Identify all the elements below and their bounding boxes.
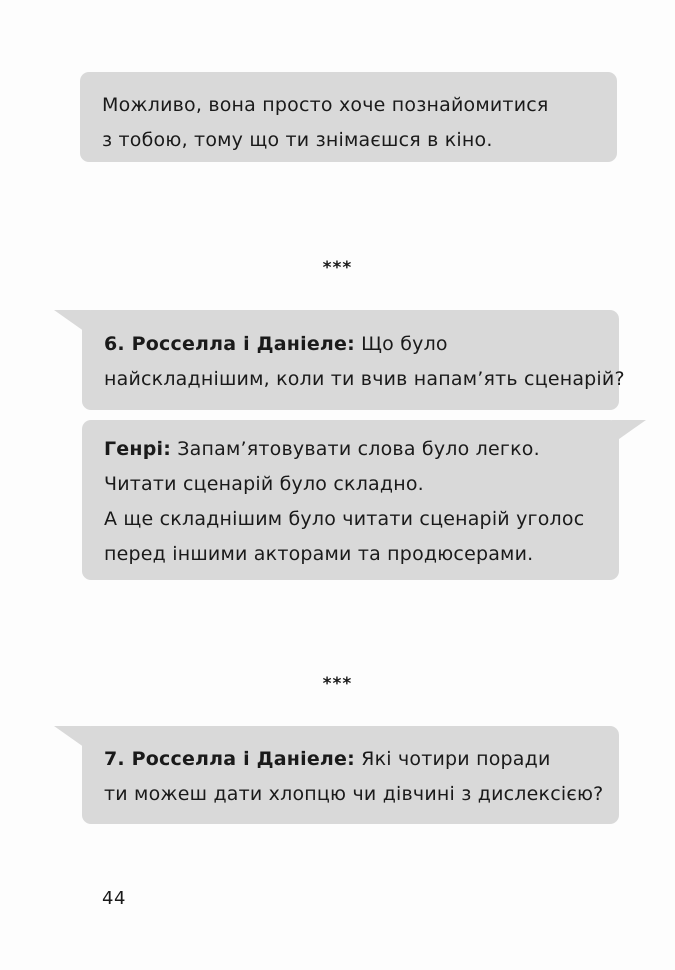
question-speaker: 6. Росселла і Даніеле:	[104, 333, 355, 355]
section-separator: ***	[322, 674, 353, 694]
answer-text: перед іншими акторами та продюсерами.	[104, 543, 534, 565]
question-bubble-6	[82, 310, 625, 410]
answer-bubble-6	[82, 420, 619, 580]
speech-bubble-reply	[80, 72, 617, 162]
answer-text: А ще складнішим було читати сценарій уголос	[104, 508, 585, 530]
answer-text: Запам’ятовувати слова було легко.	[171, 438, 540, 460]
answer-text: Читати сценарій було складно.	[104, 473, 424, 495]
question-speaker: 7. Росселла і Даніеле:	[104, 748, 355, 770]
question-text: Які чотири поради	[354, 748, 551, 770]
question-text: Що було	[354, 333, 448, 355]
section-separator: ***	[322, 258, 353, 278]
bubble-text-line: Можливо, вона просто хоче познайомитися	[102, 94, 549, 116]
question-text: найскладнішим, коли ти вчив напам’ять сценарій?	[104, 368, 625, 390]
answer-speaker: Генрі:	[104, 438, 172, 460]
bubble-text-line: з тобою, тому що ти знімаєшся в кіно.	[102, 129, 493, 151]
page-number: 44	[102, 888, 126, 909]
question-text: ти можеш дати хлопцю чи дівчині з дислексією?	[104, 783, 604, 805]
question-bubble-7	[82, 726, 619, 824]
